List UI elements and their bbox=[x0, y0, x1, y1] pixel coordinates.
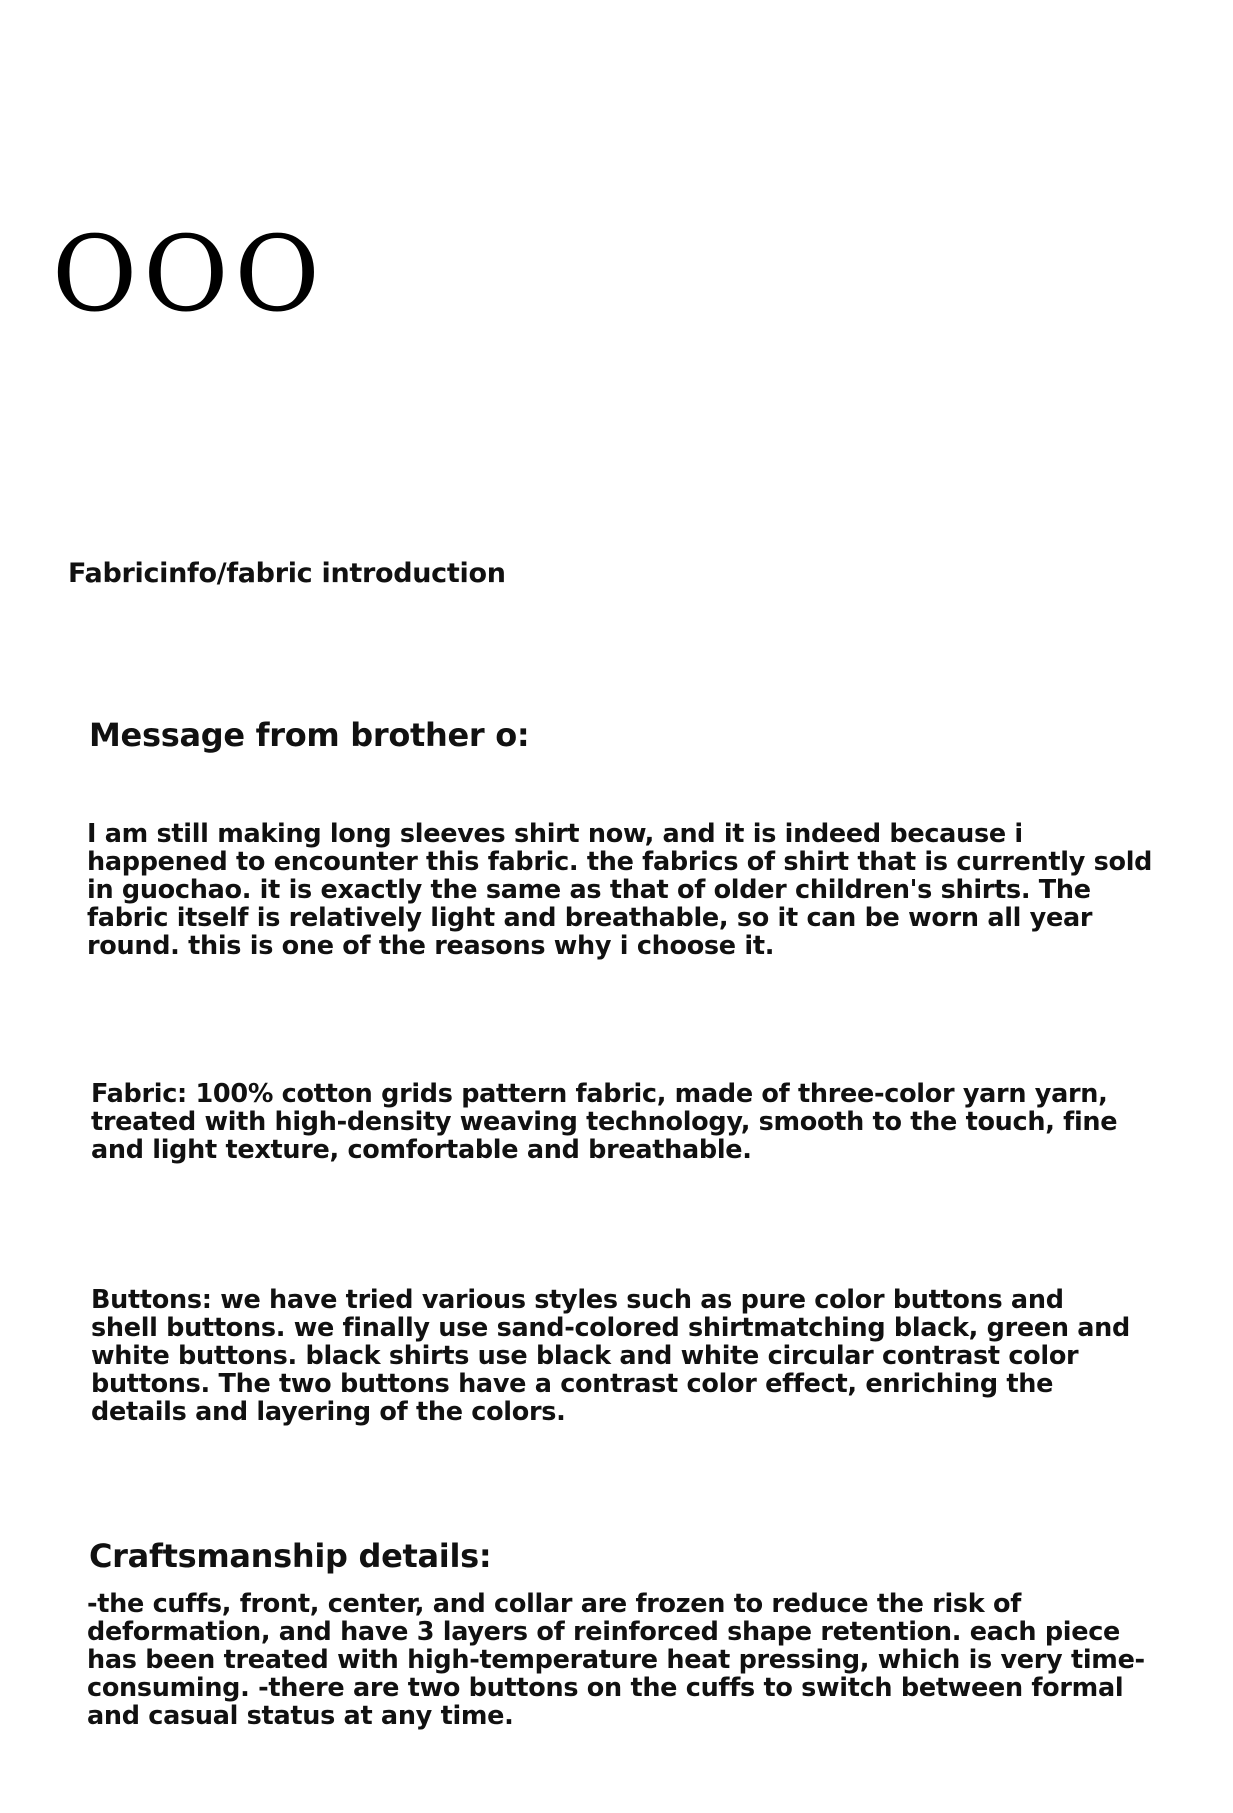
message-paragraph: I am still making long sleeves shirt now, and it is indeed because i happened to encounter this fabric. the fabrics of shirt that is currently sold in guochao. it is exactly the same as that of older children's shirts. The fabric itself is relatively light and breathable, so it can be worn all year round. this is one of the reasons why i choose it. bbox=[87, 819, 1153, 961]
craftsmanship-heading: Craftsmanship details: bbox=[89, 1537, 492, 1575]
message-heading: Message from brother o: bbox=[89, 716, 530, 754]
section-label: Fabricinfo/fabric introduction bbox=[68, 558, 506, 589]
buttons-paragraph: Buttons: we have tried various styles such as pure color buttons and shell buttons. we finally use sand-colored shirtmatching black, green and white buttons. black shirts use black and white circular contrast color buttons. The two buttons have a contrast color effect, enriching the details and layering of the colors. bbox=[91, 1285, 1130, 1427]
craftsmanship-paragraph: -the cuffs, front, center, and collar are frozen to reduce the risk of deformation, and have 3 layers of reinforced shape retention. each piece has been treated with high-temperature heat pressing, which is very time-consuming. -there are two buttons on the cuffs to switch between formal and casual status at any time. bbox=[87, 1589, 1145, 1731]
brand-logo: OOO bbox=[52, 213, 326, 335]
fabric-paragraph: Fabric: 100% cotton grids pattern fabric, made of three-color yarn yarn, treated with high-density weaving technology, smooth to the touch, fine and light texture, comfortable and breathable. bbox=[91, 1079, 1118, 1165]
